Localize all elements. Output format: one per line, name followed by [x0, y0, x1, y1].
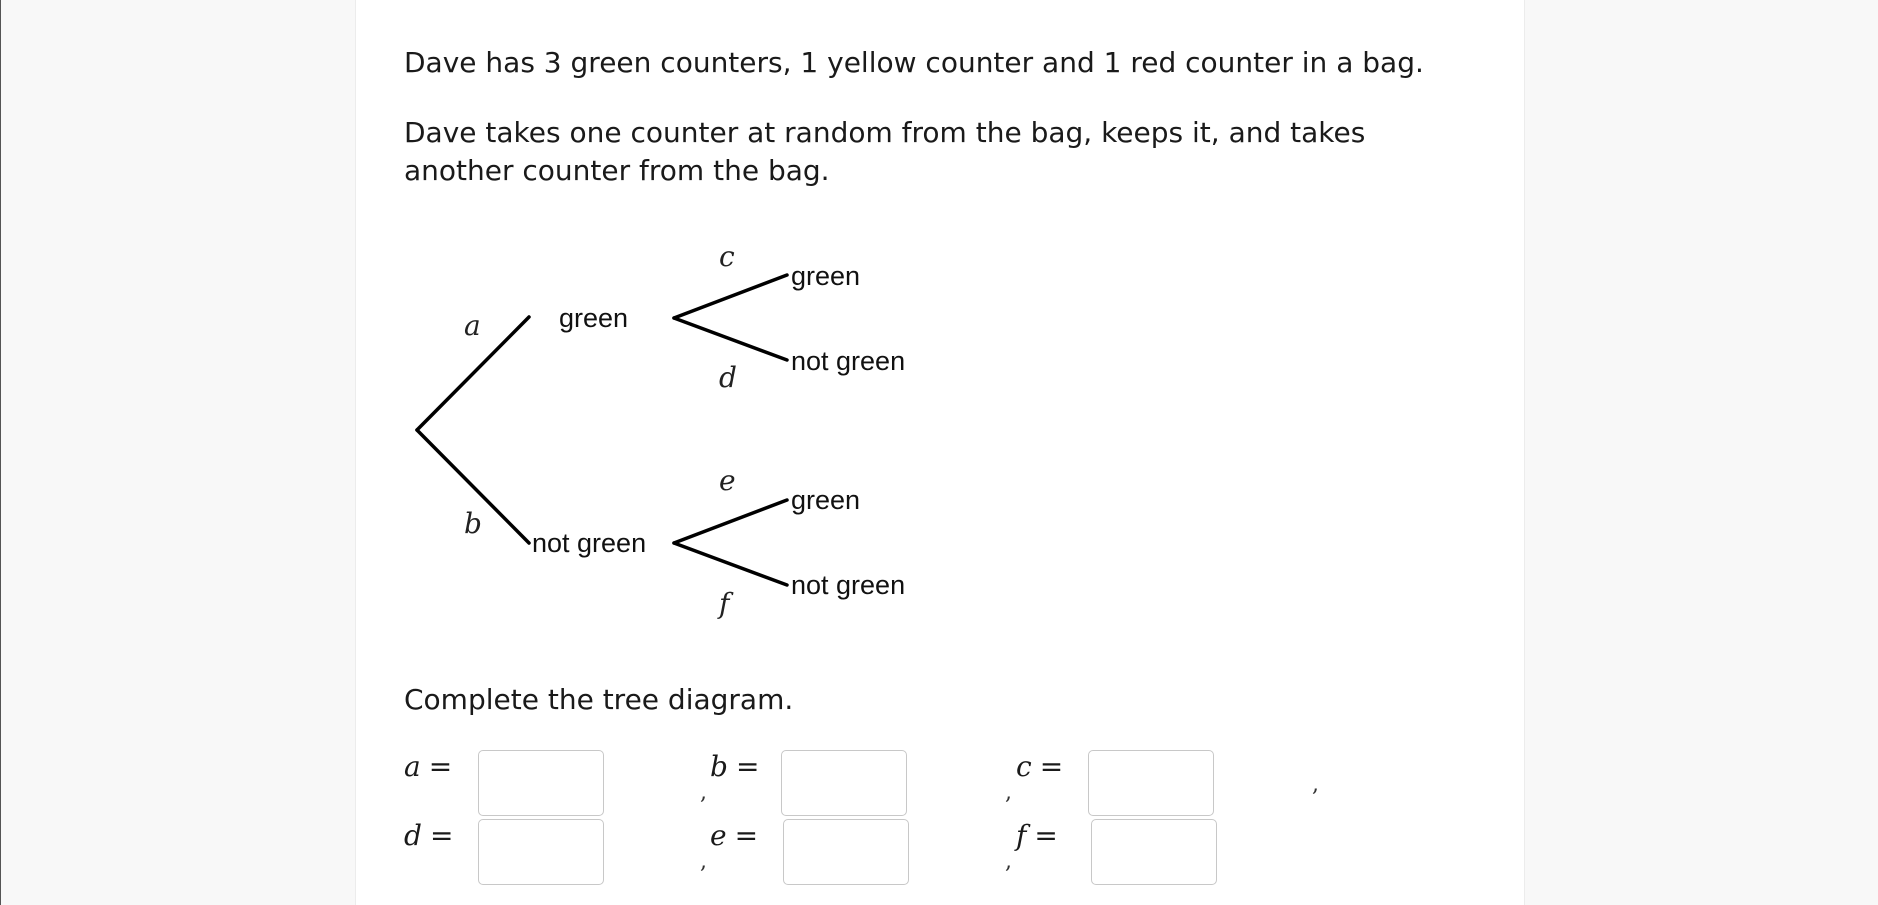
- node-first-not-green: not green: [532, 528, 647, 558]
- page-edge: [0, 0, 1, 905]
- node-second-green-1: green: [791, 261, 861, 291]
- equals-sign: =: [428, 750, 453, 783]
- answer-e-input[interactable]: [783, 819, 909, 885]
- separator-comma: ,: [1005, 849, 1012, 874]
- question-paragraph-1: Dave has 3 green counters, 1 yellow counter and 1 red counter in a bag.: [404, 46, 1424, 79]
- var-d: d: [404, 819, 422, 852]
- var-b: b: [710, 750, 728, 783]
- var-f-label: f: [719, 587, 730, 620]
- answer-e-label: [710, 819, 758, 853]
- node-second-green-2: green: [791, 485, 861, 515]
- answer-a-input[interactable]: [478, 750, 604, 816]
- node-second-not-green-2: not green: [791, 570, 906, 600]
- equals-sign: =: [735, 750, 760, 783]
- var-e: e: [710, 819, 727, 852]
- answer-c-label: [1016, 750, 1063, 784]
- tree-diagram-svg: [404, 225, 944, 645]
- branch-c: [674, 275, 787, 318]
- var-d-label: d: [719, 361, 737, 394]
- instruction-text: Complete the tree diagram.: [404, 683, 794, 716]
- separator-comma: ,: [700, 849, 707, 874]
- var-e-label: e: [719, 464, 736, 497]
- var-f: f: [1016, 819, 1027, 852]
- tree-diagram: [404, 225, 944, 645]
- answer-b-input[interactable]: [781, 750, 907, 816]
- separator-comma: ,: [1005, 780, 1012, 805]
- var-c: c: [1016, 750, 1032, 783]
- equals-sign: =: [734, 819, 759, 852]
- var-a: a: [404, 750, 421, 783]
- var-b-label: b: [464, 507, 482, 540]
- equals-sign: =: [429, 819, 454, 852]
- node-second-not-green-1: not green: [791, 346, 906, 376]
- branch-f: [674, 543, 787, 585]
- separator-comma: ,: [700, 780, 707, 805]
- equals-sign: =: [1039, 750, 1064, 783]
- answer-a-label: [404, 750, 452, 784]
- answer-f-label: [1016, 819, 1058, 853]
- node-first-green: green: [559, 303, 629, 333]
- answer-d-label: [404, 819, 453, 853]
- answer-f-input[interactable]: [1091, 819, 1217, 885]
- separator-comma: ,: [1312, 772, 1319, 797]
- var-c-label: c: [719, 240, 735, 273]
- var-a-label: a: [464, 309, 481, 342]
- branch-d: [674, 318, 787, 360]
- equals-sign: =: [1034, 819, 1058, 852]
- branch-e: [674, 500, 787, 543]
- answer-c-input[interactable]: [1088, 750, 1214, 816]
- question-paragraph-2: Dave takes one counter at random from the bag, keeps it, and takes another counter from the bag.: [404, 116, 1366, 187]
- question-card: [355, 0, 1525, 905]
- answer-b-label: [710, 750, 759, 784]
- answer-d-input[interactable]: [478, 819, 604, 885]
